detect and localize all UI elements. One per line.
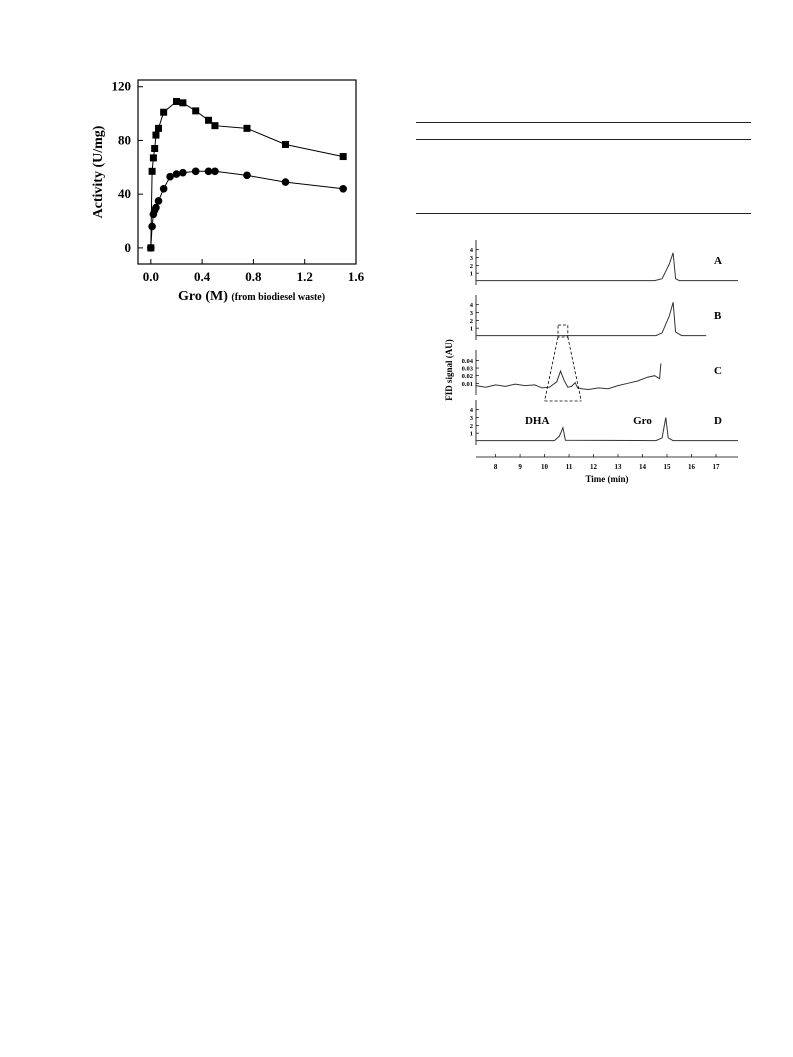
circle-point xyxy=(179,169,187,177)
time-tick-label: 14 xyxy=(639,463,647,471)
y-tick-label: 80 xyxy=(118,132,131,148)
circle-point xyxy=(160,185,168,193)
square-point xyxy=(155,125,162,132)
trace-B xyxy=(476,302,706,335)
circle-point xyxy=(243,172,251,180)
panel-y-tick-label: 4 xyxy=(469,247,473,255)
square-point xyxy=(160,109,167,116)
panel-y-tick-label: 1 xyxy=(469,430,473,438)
panel-y-tick-label: 0.03 xyxy=(461,365,473,373)
fid-axis-title: FID signal (AU) xyxy=(444,339,454,401)
square-point xyxy=(179,99,186,106)
panel-y-tick-label: 0.04 xyxy=(461,357,473,365)
chromatogram-plot-area xyxy=(444,240,738,484)
y-tick-label: 120 xyxy=(111,78,131,94)
square-point xyxy=(150,154,157,161)
x-axis-title: Gro (M) (from biodiesel waste) xyxy=(178,289,326,304)
panel-y-tick-label: 2 xyxy=(469,317,473,325)
panel-y-tick-label: 1 xyxy=(469,325,473,333)
panel-y-tick-label: 3 xyxy=(469,310,473,318)
zoom-connector-right xyxy=(568,337,581,401)
circle-point xyxy=(173,170,181,178)
panel-y-tick-label: 2 xyxy=(469,422,473,430)
panel-y-tick-label: 2 xyxy=(469,262,473,270)
time-tick-label: 9 xyxy=(518,463,522,471)
panel-y-tick-label: 0.01 xyxy=(461,380,473,388)
time-tick-label: 16 xyxy=(687,463,695,471)
time-tick-label: 8 xyxy=(493,463,498,471)
circle-point xyxy=(211,168,219,176)
square-point xyxy=(173,98,180,105)
circle-point xyxy=(148,223,156,231)
x-tick-label: 0.4 xyxy=(193,269,211,284)
panel-label: D xyxy=(714,415,722,427)
x-tick-label: 1.2 xyxy=(296,269,313,284)
square-point xyxy=(192,107,199,114)
time-tick-label: 12 xyxy=(590,463,598,471)
square-point xyxy=(244,125,251,132)
peak-label-dha: DHA xyxy=(524,415,550,427)
time-tick-label: 11 xyxy=(565,463,573,471)
circle-point xyxy=(147,244,155,252)
circle-point xyxy=(152,204,160,212)
y-tick-label: 0 xyxy=(124,239,131,255)
panel-y-tick-label: 1 xyxy=(469,270,473,278)
series-2-line xyxy=(151,171,343,248)
time-tick-label: 13 xyxy=(614,463,622,471)
x-tick-label: 0.0 xyxy=(142,269,159,284)
activity-chart xyxy=(80,70,380,310)
square-point xyxy=(152,132,159,139)
panel-label: A xyxy=(714,255,722,267)
table-top-rule xyxy=(416,122,751,123)
time-tick-label: 10 xyxy=(541,463,549,471)
square-point xyxy=(340,153,347,160)
trace-C xyxy=(476,363,661,389)
table-bottom-rule xyxy=(416,213,751,214)
trace-D xyxy=(476,418,738,441)
peak-label-gro: Gro xyxy=(633,415,652,427)
circle-point xyxy=(339,185,347,193)
panel-y-tick-label: 4 xyxy=(469,407,473,415)
panel-label: C xyxy=(714,365,722,377)
trace-A xyxy=(476,253,738,281)
square-point xyxy=(149,168,156,175)
time-axis-title: Time (min) xyxy=(585,474,629,484)
square-point xyxy=(205,117,212,124)
circle-point xyxy=(192,168,200,176)
time-tick-label: 15 xyxy=(663,463,671,471)
x-tick-label: 1.6 xyxy=(347,269,365,284)
circle-point xyxy=(282,178,290,186)
circle-point xyxy=(155,197,163,205)
square-point xyxy=(211,122,218,129)
panel-y-tick-label: 0.02 xyxy=(461,373,473,381)
panel-y-tick-label: 4 xyxy=(469,302,473,310)
square-point xyxy=(151,145,158,152)
square-point xyxy=(282,141,289,148)
panel-y-tick-label: 3 xyxy=(469,415,473,423)
panel-y-tick-label: 3 xyxy=(469,255,473,263)
panel-label: B xyxy=(714,310,722,322)
zoom-connector-left xyxy=(545,337,558,401)
activity-plot-area xyxy=(91,79,365,304)
table-header-rule xyxy=(416,139,751,140)
time-tick-label: 17 xyxy=(712,463,720,471)
y-axis-title: Activity (U/mg) xyxy=(91,125,106,219)
x-tick-label: 0.8 xyxy=(245,269,262,284)
y-tick-label: 40 xyxy=(118,186,131,202)
fid-chromatogram-chart xyxy=(440,230,750,490)
